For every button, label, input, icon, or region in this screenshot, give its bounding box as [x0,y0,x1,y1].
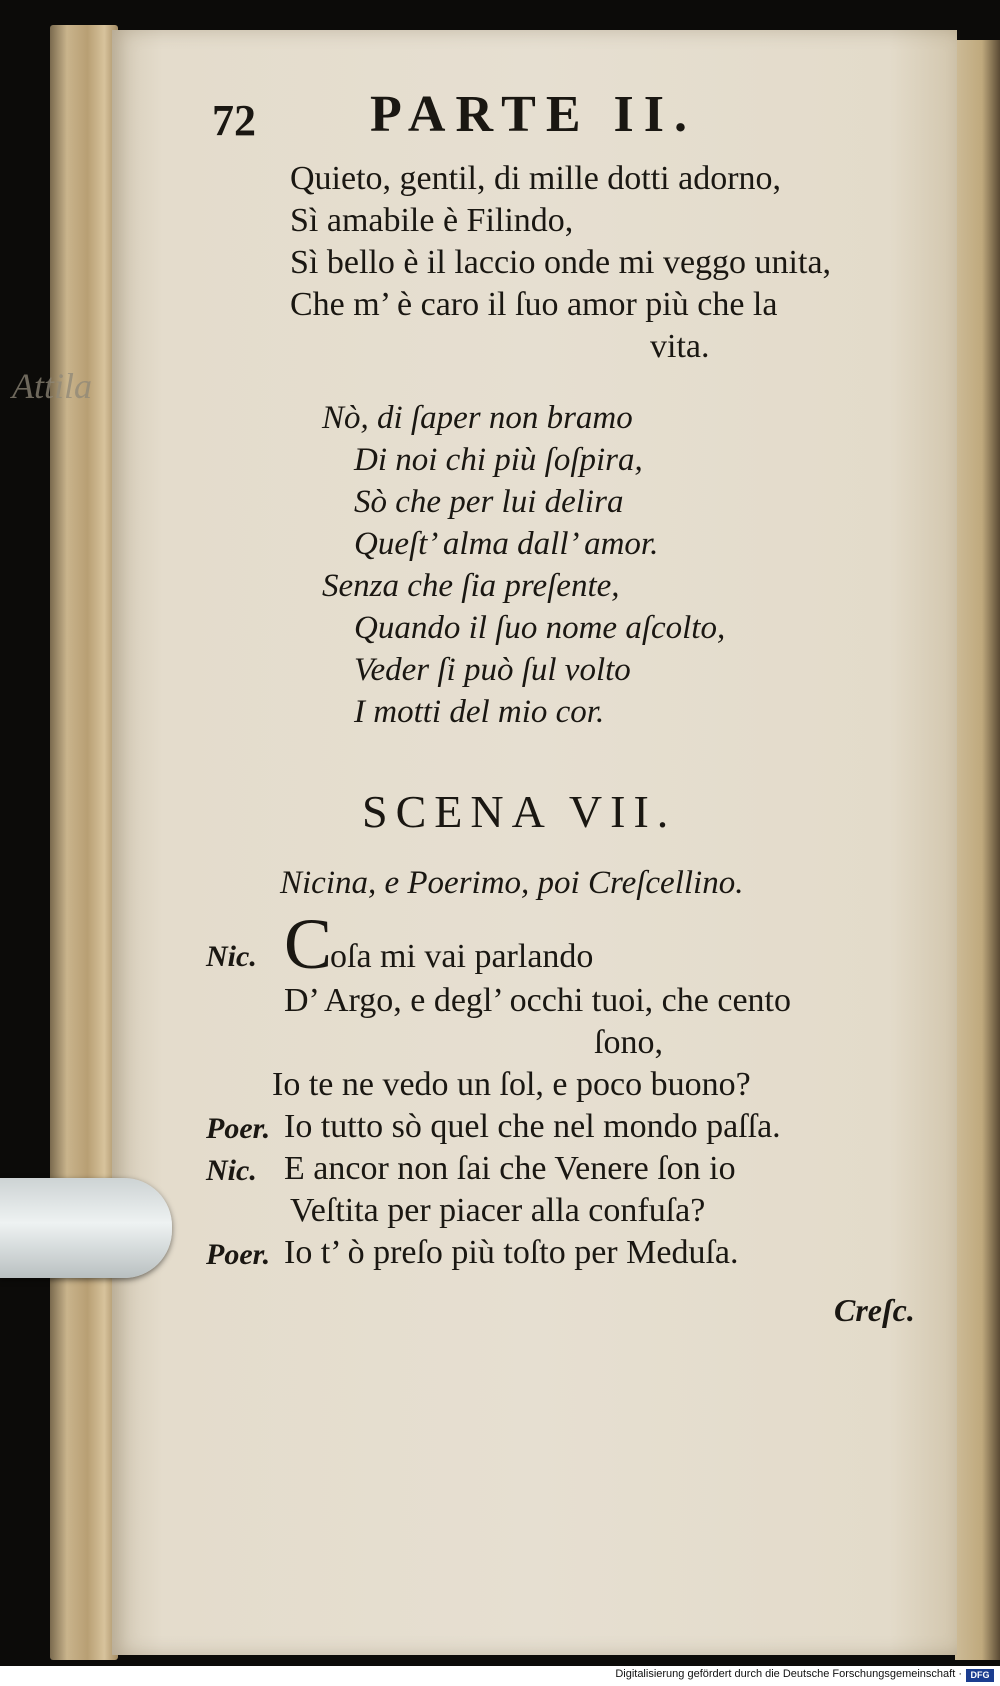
aria-line: Sò che per lui delira [354,484,624,520]
margin-pencil-note: Attila [12,366,92,406]
dialogue-line: Io t’ ò preſo più toſto per Meduſa. [284,1234,739,1271]
aria-line: Nò, di ſaper non bramo [322,400,633,436]
verse-line: Sì bello è il laccio onde mi veggo unita, [290,244,832,281]
page-number: 72 [212,96,256,145]
aria-line: Di noi chi più ſoſpira, [354,442,643,478]
verse-line: Quieto, gentil, di mille dotti adorno, [290,160,782,197]
dialogue-line: oſa mi vai parlando [330,938,594,975]
speaker-label: Poer. [206,1238,271,1271]
speaker-label: Poer. [206,1112,271,1145]
dialogue-line: Io te ne vedo un ſol, e poco buono? [272,1066,751,1103]
aria-line: Veder ſi può ſul volto [354,652,631,688]
aria-line: Queſt’ alma dall’ amor. [354,526,659,562]
scene-characters: Nicina, e Poerimo, poi Creſcellino. [280,865,744,901]
running-title: PARTE II. [370,86,698,143]
dfg-logo: DFG [966,1669,994,1682]
verse-line: Che m’ è caro il ſuo amor più che la [290,286,778,323]
aria-line: I motti del mio cor. [354,694,605,730]
aria-line: Senza che ſia preſente, [322,568,620,604]
book-page-edges-left [50,25,118,1660]
dialogue-line: Veſtita per piacer alla confuſa? [290,1192,706,1229]
dialogue-line: E ancor non ſai che Venere ſon io [284,1150,736,1187]
footer-credit: Digitalisierung gefördert durch die Deutsche Forschungsgemeinschaft · [615,1668,962,1680]
page-holder-clip [0,1178,172,1278]
verse-line: Sì amabile è Filindo, [290,202,574,239]
aria-line: Quando il ſuo nome aſcolto, [354,610,726,646]
book-page [112,30,957,1655]
dialogue-line: D’ Argo, e degl’ occhi tuoi, che cento [284,982,791,1019]
dialogue-line: Io tutto sò quel che nel mondo paſſa. [284,1108,781,1145]
verse-line-continuation: vita. [650,328,710,365]
dialogue-line-continuation: ſono, [594,1024,663,1061]
speaker-label: Nic. [206,940,257,973]
book-page-edges-right [955,40,1000,1660]
speaker-label: Nic. [206,1154,257,1187]
scene-title: SCENA VII. [362,786,677,837]
catchword: Creſc. [834,1292,915,1328]
drop-cap: C [284,904,333,984]
